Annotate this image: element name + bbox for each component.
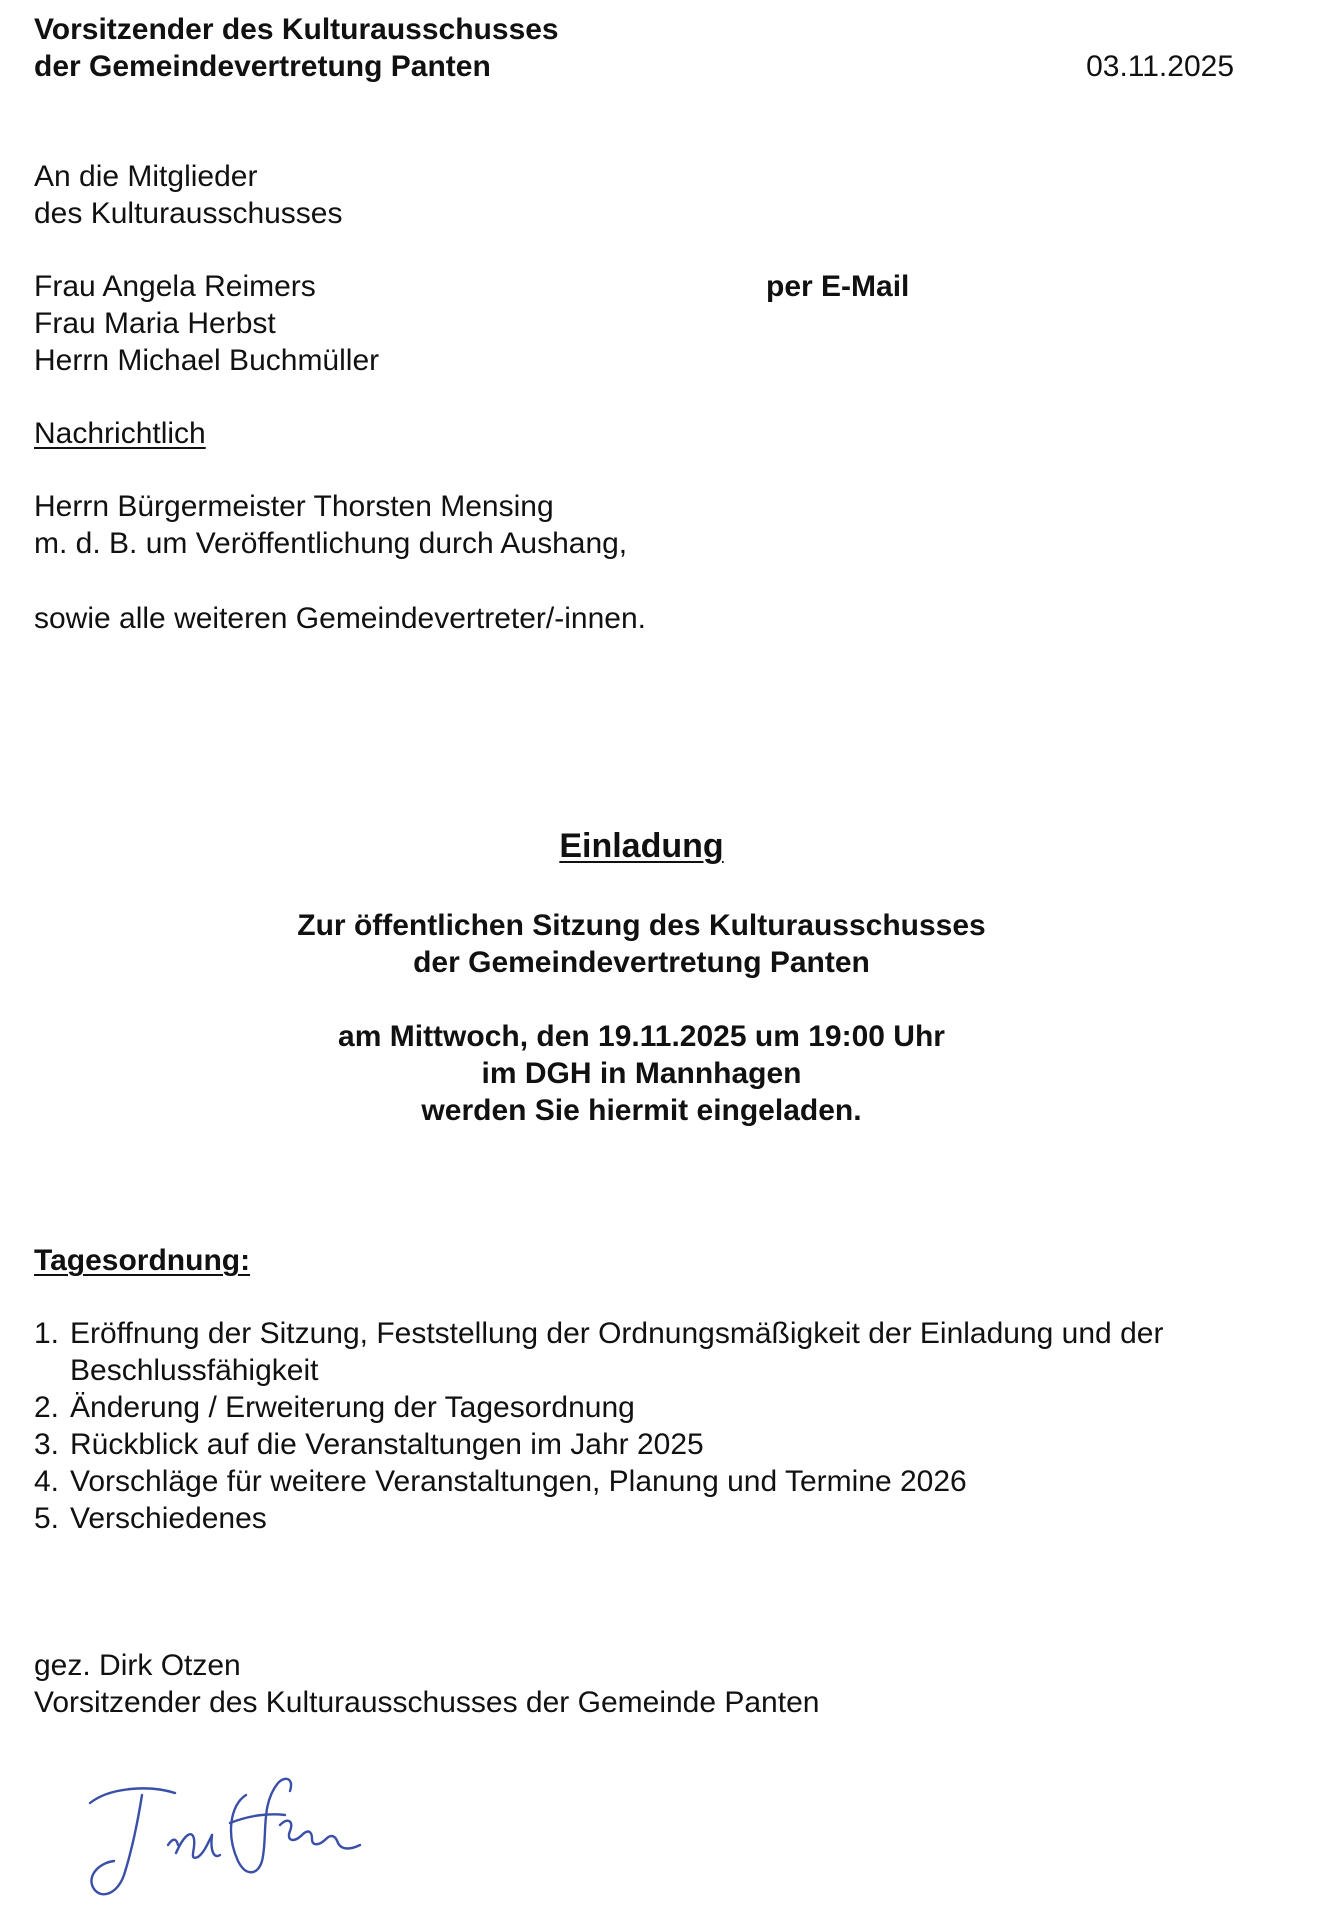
invitation-subtitle-line-2: der Gemeindevertretung Panten [413, 946, 870, 979]
invitation-title: Einladung [559, 827, 724, 865]
agenda-item [34, 1463, 1264, 1500]
agenda-item [34, 1500, 1264, 1537]
agenda-item-text: Rückblick auf die Veranstaltungen im Jahr 2025 [70, 1428, 704, 1461]
agenda-item-number: 1. [34, 1317, 60, 1350]
invitation-subtitle-line-1: Zur öffentlichen Sitzung des Kulturausschusses [297, 909, 986, 942]
signer-role: Vorsitzender des Kulturausschusses der Gemeinde Panten [34, 1686, 820, 1719]
member-name: Herrn Michael Buchmüller [34, 344, 380, 377]
agenda-heading: Tagesordnung: [34, 1244, 251, 1277]
invitation-closing: werden Sie hiermit eingeladen. [421, 1094, 862, 1127]
agenda-item-number: 2. [34, 1391, 60, 1424]
sender-line-1: Vorsitzender des Kulturausschusses [34, 13, 559, 46]
recipient-group [34, 158, 343, 232]
agenda-item-text: Verschiedenes [70, 1502, 267, 1535]
agenda-item-text: Eröffnung der Sitzung, Feststellung der Ordnungsmäßigkeit der Einladung und der Beschlussfähigkeit [70, 1317, 1164, 1387]
cc-heading: Nachrichtlich [34, 417, 206, 450]
signed-by: gez. Dirk Otzen [34, 1649, 241, 1682]
cc-others: sowie alle weiteren Gemeindevertreter/-innen. [34, 602, 646, 635]
invitation-location: im DGH in Mannhagen [481, 1057, 802, 1090]
agenda-item [34, 1389, 1264, 1426]
letter-date: 03.11.2025 [1086, 50, 1234, 83]
member-list [34, 268, 379, 379]
letter-header [34, 11, 1234, 85]
handwritten-signature [80, 1765, 370, 1915]
cc-recipient [34, 488, 627, 562]
invitation-datetime: am Mittwoch, den 19.11.2025 um 19:00 Uhr [338, 1020, 945, 1053]
cc-line-1: Herrn Bürgermeister Thorsten Mensing [34, 490, 554, 523]
invitation-subtitle [0, 907, 1283, 981]
cc-line-2: m. d. B. um Veröffentlichung durch Aushang, [34, 527, 628, 560]
member-name: Frau Maria Herbst [34, 307, 276, 340]
recipient-group-line-2: des Kulturausschusses [34, 197, 343, 230]
agenda-item-number: 4. [34, 1465, 60, 1498]
member-name: Frau Angela Reimers [34, 270, 316, 303]
agenda-item-number: 5. [34, 1502, 60, 1535]
invitation-details [0, 1018, 1283, 1129]
sender-line-2: der Gemeindevertretung Panten [34, 50, 491, 83]
agenda-item [34, 1426, 1264, 1463]
agenda-item [34, 1315, 1264, 1389]
agenda-list [34, 1315, 1264, 1537]
agenda-item-text: Änderung / Erweiterung der Tagesordnung [70, 1391, 635, 1424]
agenda-item-number: 3. [34, 1428, 60, 1461]
delivery-method: per E-Mail [766, 270, 910, 303]
closing-block [34, 1647, 819, 1721]
agenda-item-text: Vorschläge für weitere Veranstaltungen, Planung und Termine 2026 [70, 1465, 967, 1498]
recipient-group-line-1: An die Mitglieder [34, 160, 258, 193]
